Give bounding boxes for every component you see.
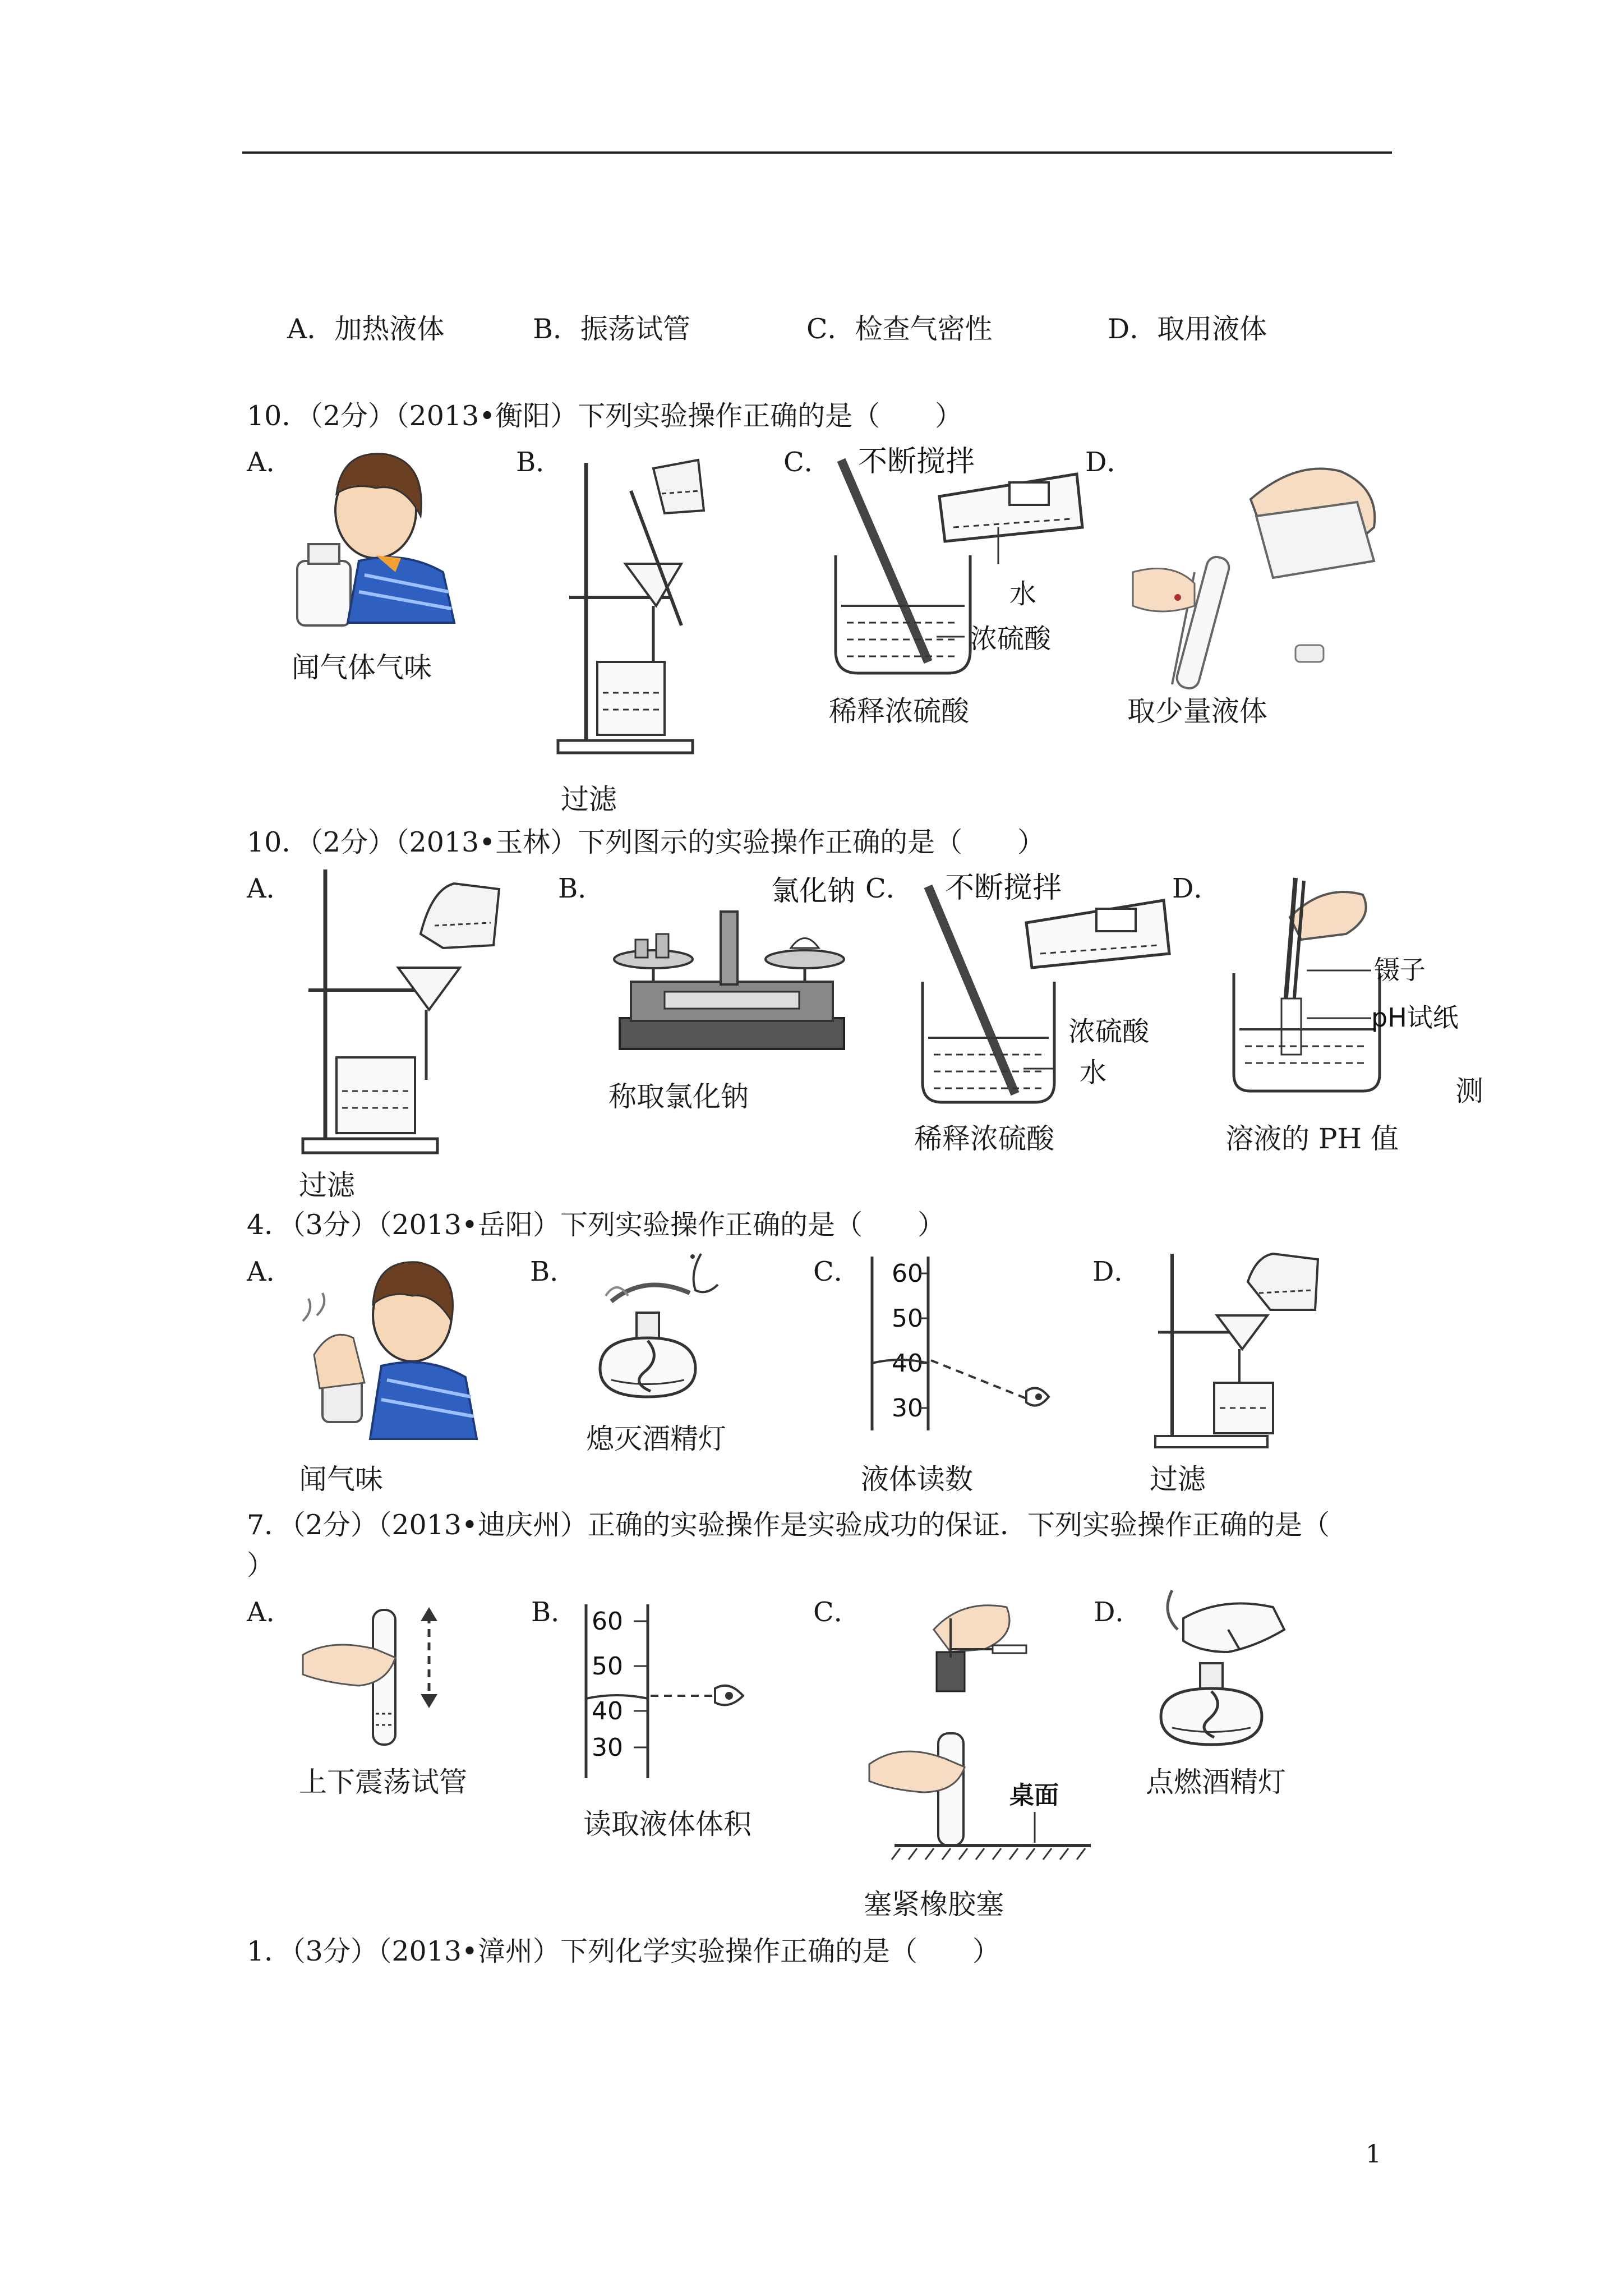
option-caption: 闻气体气味 [292, 651, 432, 684]
dilute-acid-illustration [819, 443, 1099, 684]
diagram-label: 不断搅拌 [945, 871, 1062, 905]
diagram-label: 40 [892, 1349, 923, 1378]
option-letter: B． [558, 873, 605, 904]
diagram-label: pH试纸 [1371, 1002, 1459, 1033]
diagram-label: 60 [892, 1259, 923, 1288]
option-letter: B． [530, 1256, 577, 1287]
take-liquid-illustration [1127, 449, 1391, 684]
option-caption: 稀释浓硫酸 [914, 1122, 1054, 1155]
option-caption: 过滤 [1150, 1463, 1206, 1496]
question-stem: 7．（2分）（2013•迪庆州）正确的实验操作是实验成功的保证．下列实验操作正确的是（ [247, 1509, 1330, 1541]
diagram-label: 水 [1080, 1057, 1107, 1088]
option-caption: 熄灭酒精灯 [586, 1423, 726, 1455]
balance-scale-illustration [608, 869, 855, 1060]
option-letter: C． [783, 447, 831, 478]
insert-stopper-illustration [866, 1596, 1102, 1865]
option-letter: A． [247, 873, 293, 904]
top-option-c: C．检查气密性 [806, 313, 993, 345]
option-letter: A． [247, 1596, 293, 1628]
diagram-label: 浓硫酸 [970, 623, 1052, 655]
diagram-label: 60 [592, 1607, 623, 1636]
option-caption: 闻气味 [299, 1463, 383, 1496]
option-letter: D． [1085, 447, 1134, 478]
option-letter: A． [247, 1256, 293, 1287]
graduated-cylinder-illustration [858, 1257, 1060, 1442]
diagram-label: 50 [592, 1652, 623, 1681]
diagram-label: 镊子 [1374, 955, 1426, 985]
option-caption: 溶液的 PH 值 [1225, 1122, 1399, 1155]
top-option-b: B．振荡试管 [533, 313, 691, 345]
diagram-label: 桌面 [1009, 1781, 1059, 1810]
smell-gas-illustration [292, 443, 460, 634]
option-caption: 取少量液体 [1127, 695, 1267, 728]
light-alcohol-lamp-illustration [1144, 1585, 1312, 1753]
option-letter: D． [1094, 1596, 1142, 1628]
header-rule [242, 151, 1392, 154]
option-caption: 过滤 [299, 1169, 355, 1202]
ph-test-illustration [1223, 872, 1469, 1097]
option-letter: D． [1172, 873, 1221, 904]
page-number: 1 [1366, 2140, 1381, 2169]
option-letter: C． [813, 1256, 861, 1287]
filtration-illustration [552, 446, 709, 760]
option-caption: 塞紧橡胶塞 [864, 1888, 1004, 1921]
question-stem: 10．（2分）（2013•玉林）下列图示的实验操作正确的是（ ） [247, 826, 1045, 858]
graduated-cylinder-illustration [580, 1604, 766, 1784]
diagram-label: 氯化钠 [771, 875, 855, 907]
smell-illustration [297, 1254, 482, 1444]
diagram-label: 浓硫酸 [1068, 1016, 1150, 1047]
top-option-d: D．取用液体 [1108, 313, 1267, 345]
diagram-label: 30 [592, 1733, 623, 1762]
filtration-illustration [1150, 1248, 1335, 1450]
option-caption: 上下震荡试管 [299, 1766, 467, 1798]
option-caption: 读取液体体积 [583, 1808, 751, 1841]
option-letter: D． [1092, 1256, 1141, 1287]
diagram-label: 30 [892, 1394, 923, 1423]
caption-prefix: 测 [1455, 1075, 1483, 1107]
option-caption: 稀释浓硫酸 [829, 695, 969, 728]
question-stem-continuation: ） [247, 1549, 275, 1581]
option-caption: 称取氯化钠 [608, 1080, 749, 1113]
option-letter: B． [531, 1596, 578, 1628]
option-letter: C． [865, 873, 913, 904]
diagram-label: 40 [592, 1697, 623, 1726]
option-caption: 液体读数 [861, 1463, 973, 1496]
filtration-illustration [297, 867, 510, 1158]
question-stem: 4．（3分）（2013•岳阳）下列实验操作正确的是（ ） [247, 1209, 945, 1241]
option-letter: A． [247, 447, 293, 478]
option-caption: 点燃酒精灯 [1146, 1766, 1286, 1798]
top-option-a: A．加热液体 [287, 313, 445, 345]
question-stem: 10．（2分）（2013•衡阳）下列实验操作正确的是（ ） [247, 400, 963, 432]
diagram-label: 水 [1009, 578, 1037, 610]
diagram-label: 50 [892, 1304, 923, 1333]
dilute-acid-illustration [906, 869, 1186, 1111]
option-caption: 过滤 [561, 783, 617, 816]
shake-test-tube-illustration [303, 1604, 449, 1750]
alcohol-lamp-illustration [578, 1240, 746, 1408]
option-letter: B． [516, 447, 563, 478]
diagram-label: 不断搅拌 [858, 445, 975, 478]
question-stem: 1．（3分）（2013•漳州）下列化学实验操作正确的是（ ） [247, 1935, 1000, 1967]
option-letter: C． [813, 1596, 861, 1628]
